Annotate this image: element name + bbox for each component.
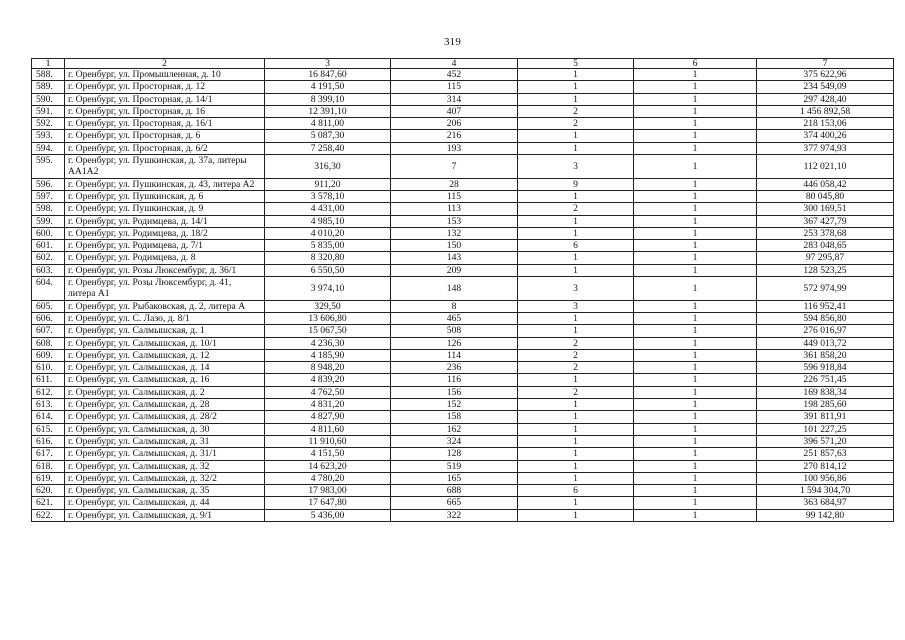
address-cell: г. Оренбург, ул. Просторная, д. 16/1 [65,118,265,130]
row-number: 597. [32,190,65,202]
table-row [32,227,894,239]
area-cell: 4 010,20 [265,227,391,239]
table-row [32,497,894,509]
area-cell: 8 948,20 [265,362,391,374]
column-5-cell: 3 [518,155,634,179]
column-4-cell: 452 [391,69,518,81]
table-row [32,509,894,521]
column-5-cell: 1 [518,93,634,105]
column-5-cell: 1 [518,423,634,435]
row-number: 594. [32,142,65,154]
column-5-cell: 1 [518,411,634,423]
row-number: 620. [32,485,65,497]
address-cell: г. Оренбург, ул. Пушкинская, д. 6 [65,190,265,202]
column-7-cell: 594 856,80 [757,312,894,324]
table-row [32,325,894,337]
column-6-cell: 1 [634,485,757,497]
table-row [32,460,894,472]
address-cell: г. Оренбург, ул. Родимцева, д. 18/2 [65,227,265,239]
column-4-cell: 206 [391,118,518,130]
column-4-cell: 508 [391,325,518,337]
area-cell: 4 985,10 [265,215,391,227]
address-cell: г. Оренбург, ул. Салмышская, д. 14 [65,362,265,374]
column-5-cell: 2 [518,105,634,117]
table-row [32,130,894,142]
column-4-cell: 148 [391,277,518,301]
header-cell: 1 [32,59,65,69]
table-row [32,300,894,312]
column-4-cell: 165 [391,472,518,484]
column-5-cell: 1 [518,252,634,264]
column-7-cell: 112 021,10 [757,155,894,179]
address-cell: г. Оренбург, ул. Родимцева, д. 7/1 [65,240,265,252]
column-5-cell: 1 [518,227,634,239]
column-6-cell: 1 [634,264,757,276]
address-cell: г. Оренбург, ул. Салмышская, д. 12 [65,349,265,361]
column-6-cell: 1 [634,203,757,215]
row-number: 616. [32,435,65,447]
column-4-cell: 158 [391,411,518,423]
table-row [32,155,894,179]
column-6-cell: 1 [634,142,757,154]
address-cell: г. Оренбург, ул. Салмышская, д. 31/1 [65,448,265,460]
header-row [32,59,894,69]
column-4-cell: 143 [391,252,518,264]
column-4-cell: 116 [391,374,518,386]
column-5-cell: 1 [518,374,634,386]
table-row [32,264,894,276]
column-6-cell: 1 [634,472,757,484]
column-6-cell: 1 [634,118,757,130]
column-7-cell: 218 153,06 [757,118,894,130]
address-cell: г. Оренбург, ул. Салмышская, д. 32 [65,460,265,472]
table-row [32,203,894,215]
address-cell: г. Оренбург, ул. Просторная, д. 16 [65,105,265,117]
column-5-cell: 6 [518,240,634,252]
column-4-cell: 113 [391,203,518,215]
row-number: 604. [32,277,65,301]
column-5-cell: 2 [518,203,634,215]
column-7-cell: 270 814,12 [757,460,894,472]
column-6-cell: 1 [634,240,757,252]
column-6-cell: 1 [634,105,757,117]
column-6-cell: 1 [634,374,757,386]
row-number: 591. [32,105,65,117]
row-number: 607. [32,325,65,337]
row-number: 590. [32,93,65,105]
area-cell: 4 762,50 [265,386,391,398]
area-cell: 316,30 [265,155,391,179]
column-7-cell: 1 456 892,58 [757,105,894,117]
header-cell: 3 [265,59,391,69]
column-6-cell: 1 [634,227,757,239]
column-6-cell: 1 [634,178,757,190]
address-cell: г. Оренбург, ул. С. Лазо, д. 8/1 [65,312,265,324]
column-4-cell: 132 [391,227,518,239]
column-5-cell: 1 [518,190,634,202]
column-5-cell: 3 [518,300,634,312]
column-5-cell: 1 [518,399,634,411]
column-6-cell: 1 [634,300,757,312]
row-number: 593. [32,130,65,142]
table-row [32,435,894,447]
area-cell: 4 185,90 [265,349,391,361]
column-4-cell: 193 [391,142,518,154]
header-cell: 5 [518,59,634,69]
column-4-cell: 126 [391,337,518,349]
column-6-cell: 1 [634,509,757,521]
area-cell: 17 983,00 [265,485,391,497]
row-number: 599. [32,215,65,227]
column-4-cell: 156 [391,386,518,398]
column-5-cell: 1 [518,472,634,484]
address-cell: г. Оренбург, ул. Салмышская, д. 31 [65,435,265,447]
address-cell: г. Оренбург, ул. Салмышская, д. 44 [65,497,265,509]
area-cell: 4 151,50 [265,448,391,460]
area-cell: 3 974,10 [265,277,391,301]
column-4-cell: 314 [391,93,518,105]
table-row [32,312,894,324]
column-6-cell: 1 [634,325,757,337]
address-cell: г. Оренбург, ул. Розы Люксембург, д. 36/1 [65,264,265,276]
column-6-cell: 1 [634,155,757,179]
column-7-cell: 251 857,63 [757,448,894,460]
row-number: 602. [32,252,65,264]
address-cell: г. Оренбург, ул. Салмышская, д. 28/2 [65,411,265,423]
row-number: 608. [32,337,65,349]
row-number: 606. [32,312,65,324]
table-row [32,399,894,411]
row-number: 601. [32,240,65,252]
address-cell: г. Оренбург, ул. Салмышская, д. 35 [65,485,265,497]
column-4-cell: 216 [391,130,518,142]
area-cell: 7 258,40 [265,142,391,154]
column-6-cell: 1 [634,252,757,264]
column-6-cell: 1 [634,190,757,202]
table-row [32,485,894,497]
column-6-cell: 1 [634,349,757,361]
row-number: 612. [32,386,65,398]
area-cell: 4 827,90 [265,411,391,423]
row-number: 621. [32,497,65,509]
table-row [32,362,894,374]
address-cell: г. Оренбург, ул. Розы Люксембург, д. 41, литера А1 [65,277,265,301]
column-7-cell: 391 811,91 [757,411,894,423]
column-5-cell: 1 [518,215,634,227]
table-row [32,448,894,460]
column-4-cell: 519 [391,460,518,472]
column-6-cell: 1 [634,277,757,301]
column-7-cell: 97 295,87 [757,252,894,264]
address-cell: г. Оренбург, ул. Салмышская, д. 10/1 [65,337,265,349]
area-cell: 6 550,50 [265,264,391,276]
area-cell: 4 431,00 [265,203,391,215]
address-cell: г. Оренбург, ул. Салмышская, д. 2 [65,386,265,398]
area-cell: 4 811,00 [265,118,391,130]
area-cell: 329,50 [265,300,391,312]
address-cell: г. Оренбург, ул. Просторная, д. 14/1 [65,93,265,105]
address-cell: г. Оренбург, ул. Родимцева, д. 8 [65,252,265,264]
column-4-cell: 324 [391,435,518,447]
column-7-cell: 367 427,79 [757,215,894,227]
column-6-cell: 1 [634,448,757,460]
row-number: 618. [32,460,65,472]
row-number: 595. [32,155,65,179]
column-5-cell: 1 [518,312,634,324]
header-cell: 6 [634,59,757,69]
column-4-cell: 7 [391,155,518,179]
address-cell: г. Оренбург, ул. Салмышская, д. 9/1 [65,509,265,521]
address-cell: г. Оренбург, ул. Салмышская, д. 32/2 [65,472,265,484]
column-5-cell: 1 [518,142,634,154]
table-row [32,472,894,484]
area-cell: 3 578,10 [265,190,391,202]
address-cell: г. Оренбург, ул. Просторная, д. 6/2 [65,142,265,154]
column-7-cell: 80 045,80 [757,190,894,202]
column-6-cell: 1 [634,215,757,227]
table-row [32,349,894,361]
area-cell: 4 191,50 [265,81,391,93]
address-cell: г. Оренбург, ул. Просторная, д. 6 [65,130,265,142]
column-7-cell: 169 838,34 [757,386,894,398]
column-4-cell: 115 [391,190,518,202]
row-number: 615. [32,423,65,435]
column-7-cell: 276 016,97 [757,325,894,337]
column-7-cell: 128 523,25 [757,264,894,276]
column-5-cell: 2 [518,386,634,398]
column-6-cell: 1 [634,362,757,374]
area-cell: 11 910,60 [265,435,391,447]
column-7-cell: 283 048,65 [757,240,894,252]
table-row [32,93,894,105]
area-cell: 4 780,20 [265,472,391,484]
column-7-cell: 446 058,42 [757,178,894,190]
column-4-cell: 209 [391,264,518,276]
column-5-cell: 2 [518,118,634,130]
column-7-cell: 226 751,45 [757,374,894,386]
column-7-cell: 99 142,80 [757,509,894,521]
column-7-cell: 377 974,93 [757,142,894,154]
column-4-cell: 688 [391,485,518,497]
area-cell: 16 847,60 [265,69,391,81]
area-cell: 8 320,80 [265,252,391,264]
row-number: 596. [32,178,65,190]
column-4-cell: 407 [391,105,518,117]
address-cell: г. Оренбург, ул. Пушкинская, д. 37а, литеры АА1А2 [65,155,265,179]
column-5-cell: 1 [518,264,634,276]
area-cell: 4 831,20 [265,399,391,411]
header-cell: 7 [757,59,894,69]
row-number: 614. [32,411,65,423]
column-6-cell: 1 [634,337,757,349]
table-row [32,69,894,81]
column-5-cell: 1 [518,497,634,509]
area-cell: 911,20 [265,178,391,190]
address-cell: г. Оренбург, ул. Промышленная, д. 10 [65,69,265,81]
header-cell: 4 [391,59,518,69]
area-cell: 8 399,10 [265,93,391,105]
column-5-cell: 3 [518,277,634,301]
table-row [32,190,894,202]
column-7-cell: 1 594 304,70 [757,485,894,497]
column-4-cell: 8 [391,300,518,312]
column-5-cell: 1 [518,448,634,460]
address-cell: г. Оренбург, ул. Родимцева, д. 14/1 [65,215,265,227]
column-6-cell: 1 [634,386,757,398]
area-cell: 4 811,60 [265,423,391,435]
column-5-cell: 1 [518,69,634,81]
column-6-cell: 1 [634,423,757,435]
column-6-cell: 1 [634,460,757,472]
column-4-cell: 28 [391,178,518,190]
column-4-cell: 162 [391,423,518,435]
column-7-cell: 363 684,97 [757,497,894,509]
column-6-cell: 1 [634,312,757,324]
column-5-cell: 1 [518,509,634,521]
area-cell: 4 839,20 [265,374,391,386]
area-cell: 12 391,10 [265,105,391,117]
column-5-cell: 2 [518,362,634,374]
page-number: 319 [443,36,462,48]
area-cell: 5 835,00 [265,240,391,252]
column-7-cell: 300 169,51 [757,203,894,215]
column-4-cell: 152 [391,399,518,411]
row-number: 611. [32,374,65,386]
column-7-cell: 375 622,96 [757,69,894,81]
table-row [32,277,894,301]
address-cell: г. Оренбург, ул. Салмышская, д. 16 [65,374,265,386]
table-row [32,374,894,386]
area-cell: 5 087,30 [265,130,391,142]
table-row [32,81,894,93]
address-cell: г. Оренбург, ул. Пушкинская, д. 9 [65,203,265,215]
header-cell: 2 [65,59,265,69]
column-4-cell: 153 [391,215,518,227]
row-number: 610. [32,362,65,374]
column-6-cell: 1 [634,130,757,142]
column-7-cell: 116 952,41 [757,300,894,312]
column-7-cell: 101 227,25 [757,423,894,435]
column-7-cell: 100 956,86 [757,472,894,484]
column-4-cell: 115 [391,81,518,93]
row-number: 613. [32,399,65,411]
column-7-cell: 396 571,20 [757,435,894,447]
address-cell: г. Оренбург, ул. Салмышская, д. 28 [65,399,265,411]
column-7-cell: 374 400,26 [757,130,894,142]
table-row [32,142,894,154]
row-number: 592. [32,118,65,130]
table-row [32,423,894,435]
table-row [32,411,894,423]
column-7-cell: 449 013,72 [757,337,894,349]
table-row [32,337,894,349]
column-4-cell: 465 [391,312,518,324]
column-4-cell: 322 [391,509,518,521]
column-6-cell: 1 [634,81,757,93]
row-number: 603. [32,264,65,276]
address-cell: г. Оренбург, ул. Пушкинская, д. 43, литера А2 [65,178,265,190]
address-cell: г. Оренбург, ул. Просторная, д. 12 [65,81,265,93]
address-cell: г. Оренбург, ул. Салмышская, д. 1 [65,325,265,337]
row-number: 619. [32,472,65,484]
table-row [32,178,894,190]
column-5-cell: 1 [518,81,634,93]
column-5-cell: 9 [518,178,634,190]
area-cell: 17 647,80 [265,497,391,509]
column-4-cell: 114 [391,349,518,361]
column-5-cell: 2 [518,349,634,361]
row-number: 598. [32,203,65,215]
area-cell: 5 436,00 [265,509,391,521]
column-5-cell: 1 [518,325,634,337]
column-5-cell: 2 [518,337,634,349]
area-cell: 14 623,20 [265,460,391,472]
row-number: 605. [32,300,65,312]
area-cell: 15 067,50 [265,325,391,337]
address-cell: г. Оренбург, ул. Рыбаковская, д. 2, литера А [65,300,265,312]
area-cell: 4 236,30 [265,337,391,349]
column-6-cell: 1 [634,411,757,423]
table-body [32,69,894,522]
column-4-cell: 236 [391,362,518,374]
table-row [32,240,894,252]
area-cell: 13 606,80 [265,312,391,324]
column-7-cell: 198 285,60 [757,399,894,411]
column-5-cell: 1 [518,460,634,472]
housing-register-table [31,58,894,522]
column-6-cell: 1 [634,399,757,411]
column-4-cell: 665 [391,497,518,509]
table-row [32,252,894,264]
column-4-cell: 150 [391,240,518,252]
column-7-cell: 253 378,68 [757,227,894,239]
column-7-cell: 361 858,20 [757,349,894,361]
row-number: 617. [32,448,65,460]
row-number: 588. [32,69,65,81]
column-6-cell: 1 [634,435,757,447]
column-4-cell: 128 [391,448,518,460]
row-number: 622. [32,509,65,521]
table-row [32,118,894,130]
column-7-cell: 596 918,84 [757,362,894,374]
address-cell: г. Оренбург, ул. Салмышская, д. 30 [65,423,265,435]
column-7-cell: 234 549,09 [757,81,894,93]
column-5-cell: 1 [518,435,634,447]
column-7-cell: 297 428,40 [757,93,894,105]
column-6-cell: 1 [634,93,757,105]
row-number: 589. [32,81,65,93]
row-number: 600. [32,227,65,239]
column-5-cell: 6 [518,485,634,497]
column-6-cell: 1 [634,497,757,509]
table-row [32,386,894,398]
column-5-cell: 1 [518,130,634,142]
row-number: 609. [32,349,65,361]
column-7-cell: 572 974,99 [757,277,894,301]
table-row [32,215,894,227]
column-6-cell: 1 [634,69,757,81]
table-row [32,105,894,117]
